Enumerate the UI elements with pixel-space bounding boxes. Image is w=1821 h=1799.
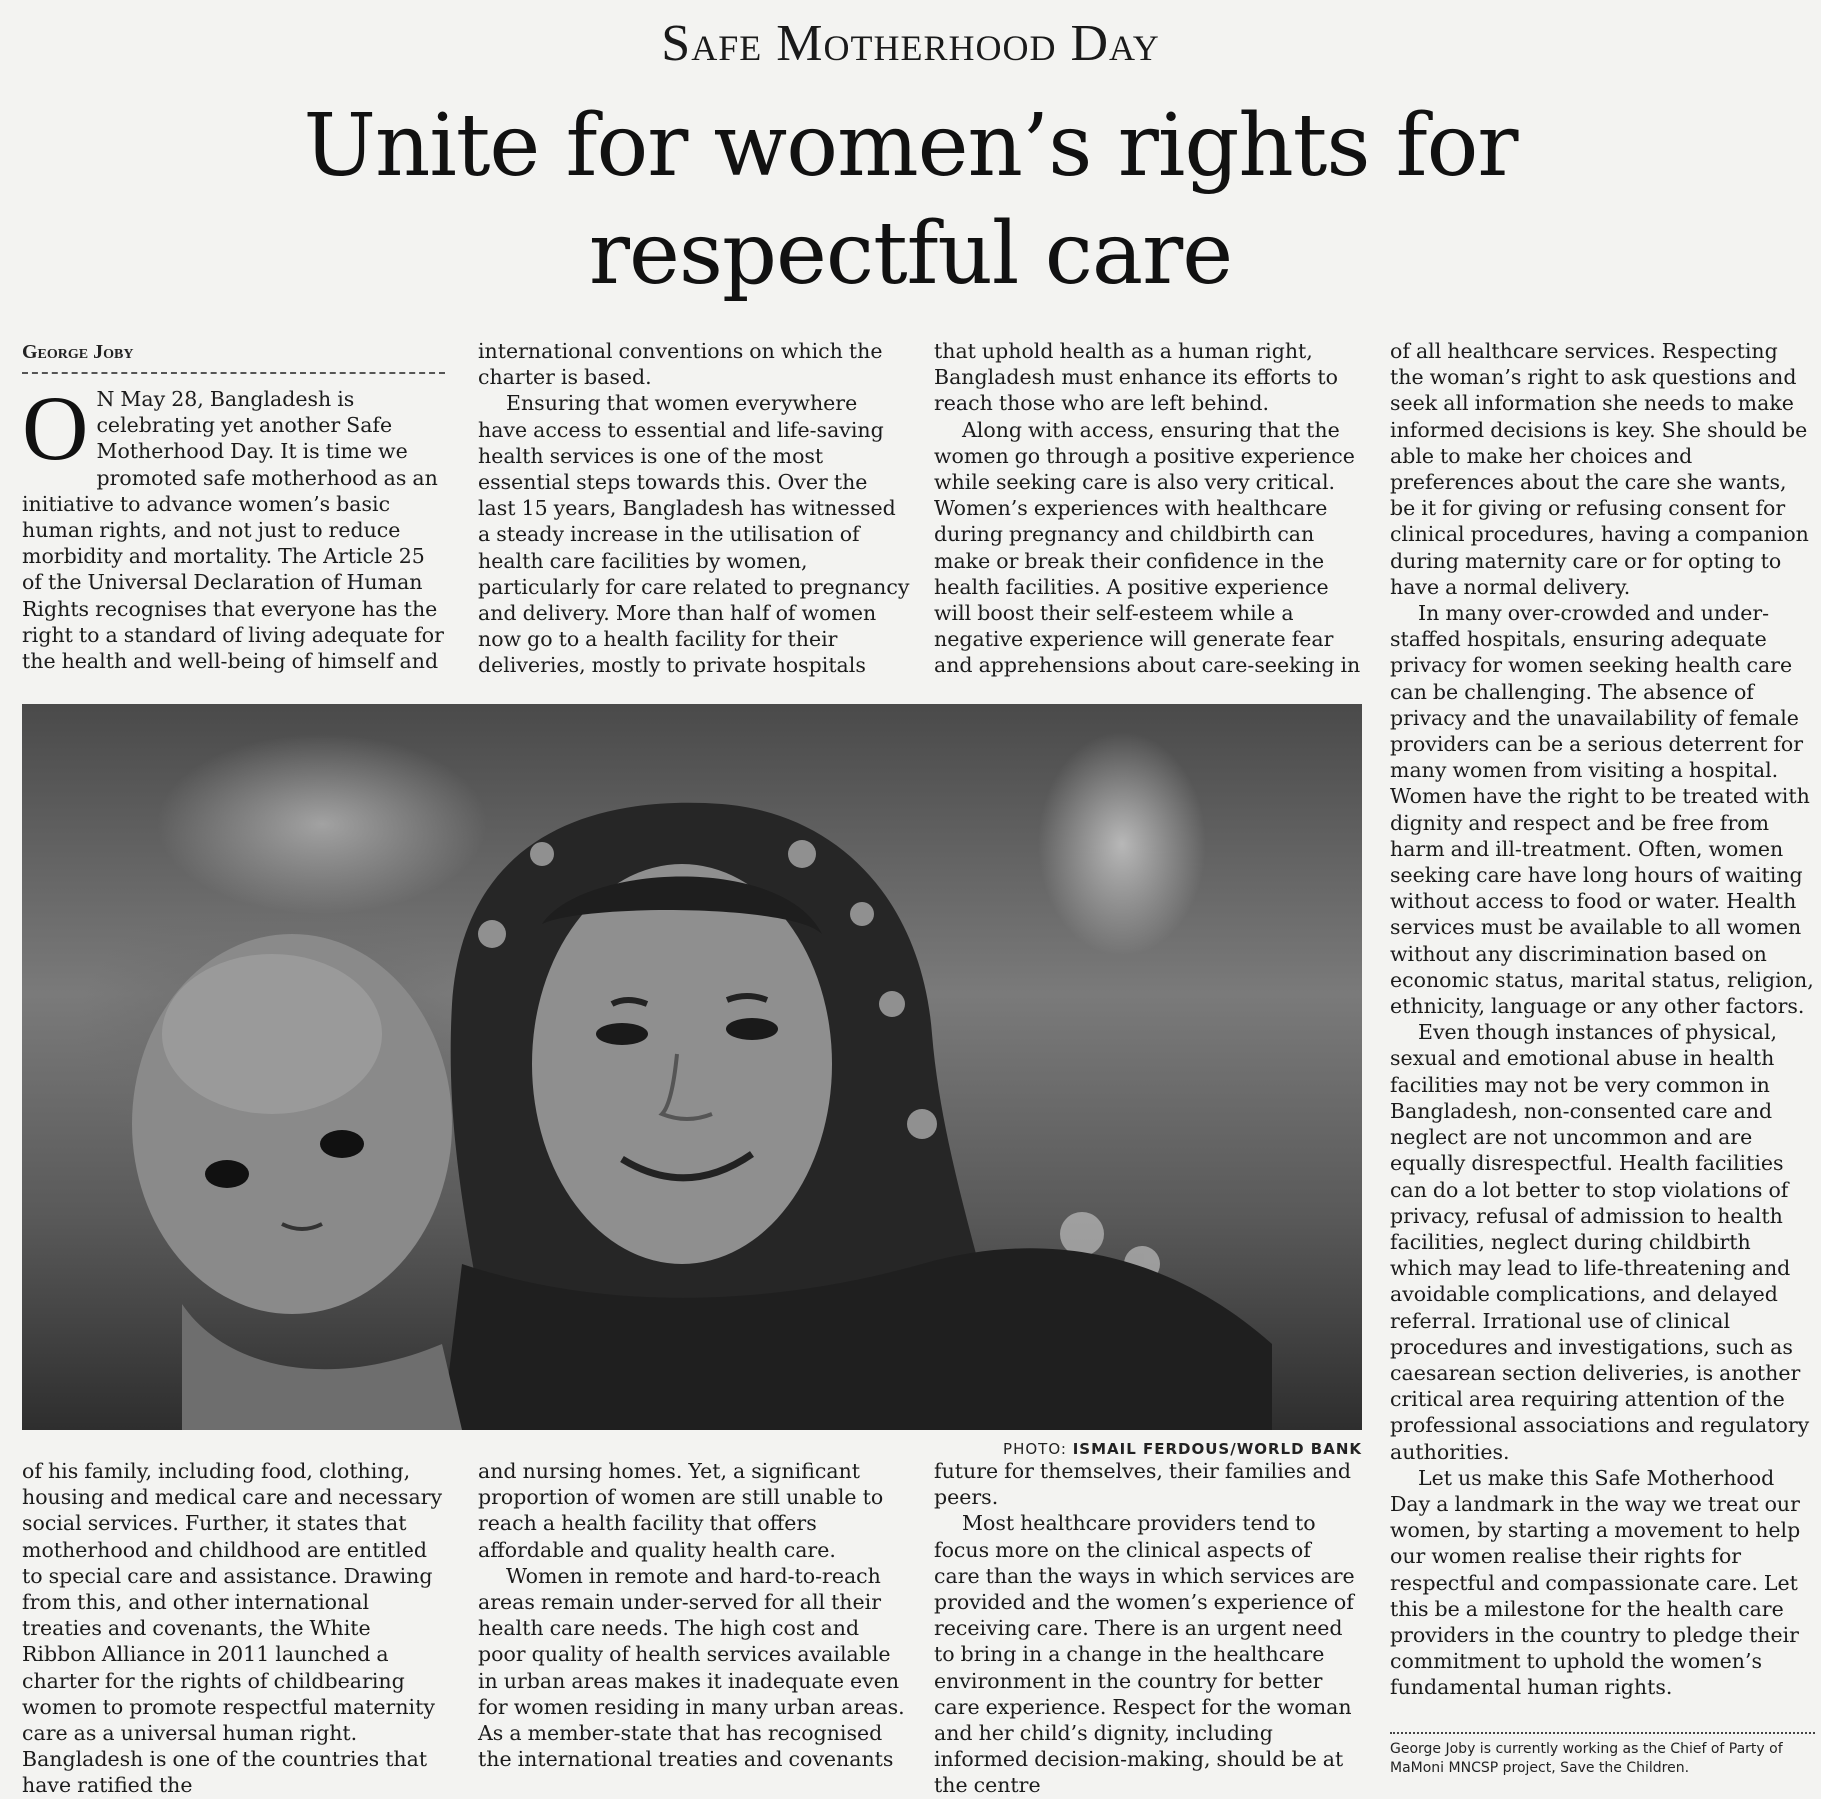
paragraph: N May 28, Bangladesh is celebrating yet another Safe Motherhood Day. It is time we promoted safe motherhood as an initiative to advance women’s basic human rights, and not just to reduce morbidity and mortality. The Article 25 of the Universal Declaration of Human Rights recognises that everyone has the right to a standard of living adequate for the health and well-being of himself and (22, 387, 444, 674)
paragraph: future for themselves, their families and peers. (934, 1459, 1351, 1510)
paragraph: Even though instances of physical, sexual and emotional abuse in health facilities may not be very common in Bangladesh, non-consented care and neglect are not uncommon and are equally disrespectful. Health facilities can do a lot better to stop violations of privacy, refusal of admission to health facilities, neglect during childbirth which may lead to life-threatening and avoidable complications, and delayed referral. Irrational use of clinical procedures and investigations, such as caesarean section deliveries, is another critical area requiring attention of the professional associations and regulatory authorities. (1390, 1020, 1810, 1464)
paragraph: that uphold health as a human right, Bangladesh must enhance its efforts to reach those who are left behind. (934, 339, 1338, 416)
column-4 (1390, 338, 1816, 1722)
paragraph: Most healthcare providers tend to focus more on the clinical aspects of care than the ways in which services are provided and the women’s experience of receiving care. There is an urgent need to bring in a change in the healthcare environment in the country for better care experience. Respect for the woman and her child’s dignity, including informed decision-making, should be at the centre (934, 1511, 1355, 1798)
paragraph: Ensuring that women everywhere have access to essential and life-saving health services is one of the most essential steps towards this. Over the last 15 years, Bangladesh has witnessed a steady increase in the utilisation of health care facilities by women, particularly for care related to pregnancy and delivery. More than half of women now go to a health facility for their deliveries, mostly to private hospitals (478, 391, 910, 678)
paragraph: of his family, including food, clothing, housing and medical care and necessary social services. Further, it states that motherhood and childhood are entitled to special care and assistance. Drawing from this, and other international treaties and covenants, the White Ribbon Alliance in 2011 launched a charter for the rights of childbearing women to promote respectful maternity care as a universal human right. Bangladesh is one of the countries that have ratified the (22, 1459, 443, 1798)
paragraph: In many over-crowded and under-staffed hospitals, ensuring adequate privacy for women seeking health care can be challenging. The absence of privacy and the unavailability of female providers can be a serious deterrent for many women from visiting a hospital. Women have the right to be treated with dignity and respect and be free from harm and ill-treatment. Often, women seeking care have long hours of waiting without access to food or water. Health services must be available to all women without any discrimination based on economic status, marital status, religion, ethnicity, language or any other factors. (1390, 601, 1814, 1019)
photo-credit (22, 1440, 1362, 1458)
bio-divider (1390, 1732, 1815, 1734)
paragraph: and nursing homes. Yet, a significant proportion of women are still unable to reach a health facility that offers affordable and quality health care. (478, 1459, 884, 1562)
paragraph: Along with access, ensuring that the women go through a positive experience while seeking care is also very critical. Women’s experiences with healthcare during pregnancy and childbirth can make or break their confidence in the health facilities. A positive experience will boost their self-esteem while a negative experience will generate fear and apprehensions about care-seeking in (934, 417, 1361, 678)
kicker-title: Safe Motherhood Day (661, 15, 1160, 72)
column-3-top (934, 338, 1362, 684)
drop-cap: O (22, 377, 89, 479)
author-bio: George Joby is currently working as the Chief of Party of MaMoni MNCSP project, Save the Children. (1390, 1741, 1783, 1776)
paragraph: international conventions on which the charter is based. (478, 339, 883, 390)
photo-credit-name: ISMAIL FERDOUS/WORLD BANK (1072, 1440, 1362, 1458)
column-1-bottom (22, 1458, 447, 1798)
byline: George Joby (22, 341, 445, 374)
headline-line-1: Unite for women’s rights for (303, 96, 1518, 196)
paragraph: Women in remote and hard-to-reach areas remain under-served for all their health care needs. The high cost and poor quality of health services available in urban areas makes it inadequate even for women residing in many urban areas. As a member-state that has recognised the international treaties and covenants (478, 1563, 905, 1772)
column-2-bottom (478, 1458, 910, 1783)
column-1-top (22, 377, 447, 676)
photo-credit-prefix: PHOTO: (1003, 1440, 1073, 1458)
paragraph: Let us make this Safe Motherhood Day a landmark in the way we treat our women, by starting a movement to help our women realise their rights for respectful and compassionate care. Let this be a milestone for the health care providers in the country to pledge their commitment to uphold the women’s fundamental human rights. (1390, 1465, 1801, 1700)
paragraph: of all healthcare services. Respecting the woman’s right to ask questions and seek all information she needs to make informed decisions is key. She should be able to make her choices and preferences about the care she wants, be it for giving or refusing consent for clinical procedures, having a companion during maternity care or for opting to have a normal delivery. (1390, 339, 1809, 599)
photo-mother-and-child (22, 704, 1362, 1430)
column-3-bottom (934, 1458, 1362, 1798)
column-2-top (478, 338, 910, 684)
headline-line-2: respectful care (588, 204, 1233, 304)
headline (0, 92, 1821, 308)
